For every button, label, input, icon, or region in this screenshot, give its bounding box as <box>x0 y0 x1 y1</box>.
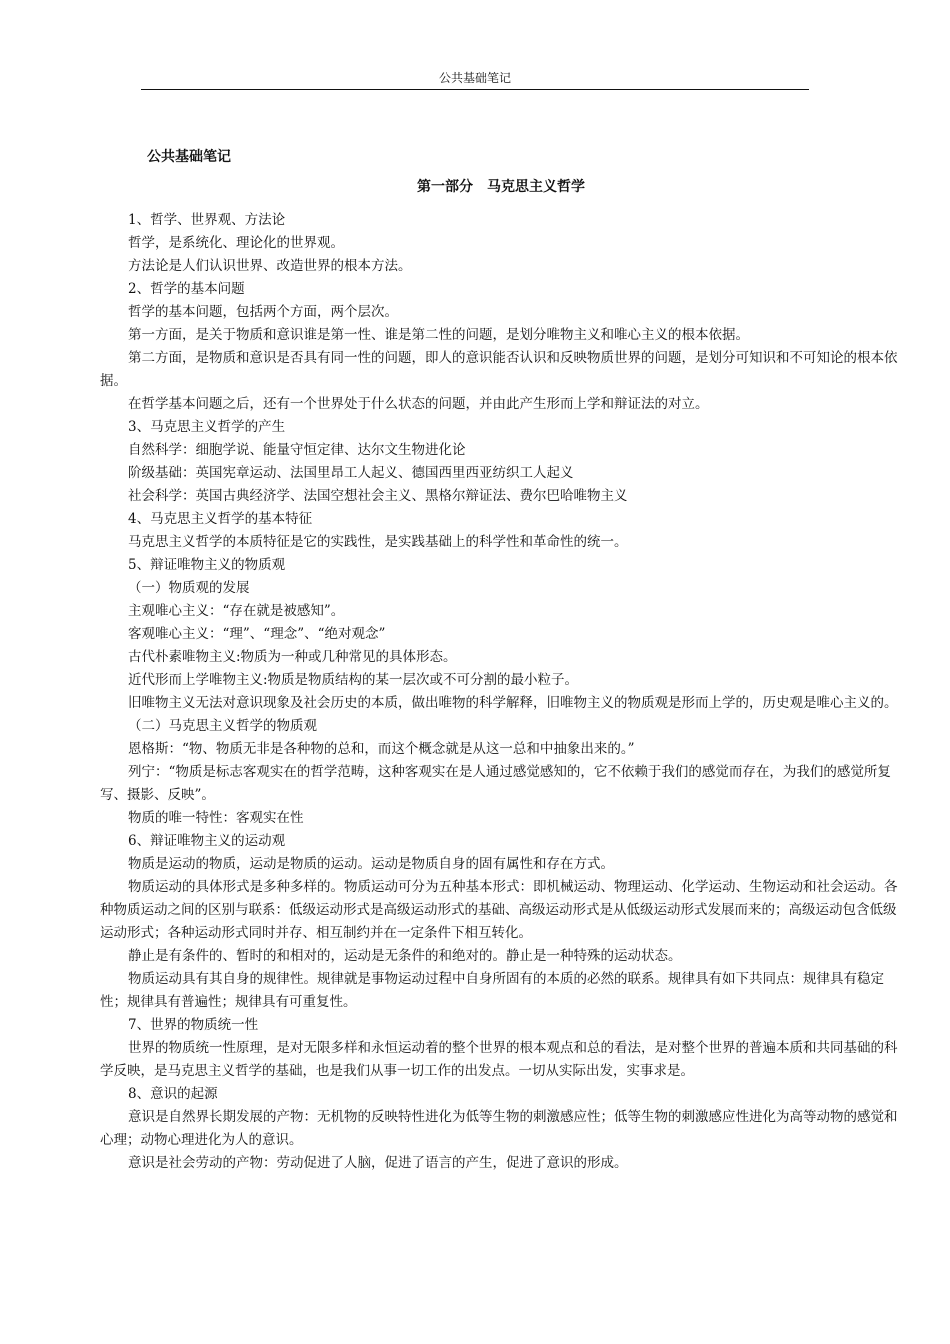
paragraph: 古代朴素唯物主义:物质为一种或几种常见的具体形态。 <box>128 649 457 665</box>
section-heading: 1、哲学、世界观、方法论 <box>128 212 286 228</box>
paragraph: 第一方面，是关于物质和意识谁是第一性、谁是第二性的问题，是划分唯物主义和唯心主义的根本依据。 <box>128 327 749 343</box>
paragraph: 旧唯物主义无法对意识现象及社会历史的本质，做出唯物的科学解释，旧唯物主义的物质观是形而上学的，历史观是唯心主义的。 <box>128 695 898 711</box>
paragraph: 列宁：“物质是标志客观实在的哲学范畴，这种客观实在是人通过感觉感知的，它不依赖于我们的感觉而存在，为我们的感觉所复写、摄影、反映”。 <box>100 764 891 803</box>
paragraph: 世界的物质统一性原理，是对无限多样和永恒运动着的整个世界的根本观点和总的看法，是对整个世界的普遍本质和共同基础的科学反映，是马克思主义哲学的基础，也是我们从事一切工作的出发点。一切从实际出发，实事求是。 <box>100 1040 898 1079</box>
subsection-heading: （二）马克思主义哲学的物质观 <box>128 718 317 734</box>
document-title: 公共基础笔记 <box>147 149 231 165</box>
paragraph: 自然科学：细胞学说、能量守恒定律、达尔文生物进化论 <box>128 442 466 458</box>
paragraph: 马克思主义哲学的本质特征是它的实践性，是实践基础上的科学性和革命性的统一。 <box>128 534 628 550</box>
paragraph: 第二方面，是物质和意识是否具有同一性的问题，即人的意识能否认识和反映物质世界的问题，是划分可知识和不可知论的根本依据。 <box>100 350 898 389</box>
paragraph: 物质运动的具体形式是多种多样的。物质运动可分为五种基本形式：即机械运动、物理运动、化学运动、生物运动和社会运动。各种物质运动之间的区别与联系：低级运动形式是高级运动形式的基础、高级运动形式是从低级运动形式发展而来的；高级运动包含低级运动形式；各种运动形式同时并存、相互制约并在一定条件下相互转化。 <box>100 879 898 941</box>
section-heading: 5、辩证唯物主义的物质观 <box>128 557 286 573</box>
paragraph: 阶级基础：英国宪章运动、法国里昂工人起义、德国西里西亚纺织工人起义 <box>128 465 574 481</box>
paragraph: 哲学，是系统化、理论化的世界观。 <box>128 235 344 251</box>
paragraph: 意识是社会劳动的产物：劳动促进了人脑，促进了语言的产生，促进了意识的形成。 <box>128 1155 628 1171</box>
section-heading: 3、马克思主义哲学的产生 <box>128 419 286 435</box>
paragraph: 静止是有条件的、暂时的和相对的，运动是无条件的和绝对的。静止是一种特殊的运动状态。 <box>128 948 682 964</box>
paragraph: 客观唯心主义：“理”、“理念”、“绝对观念” <box>128 626 386 642</box>
section-heading: 2、哲学的基本问题 <box>128 281 245 297</box>
paragraph: 社会科学：英国古典经济学、法国空想社会主义、黑格尔辩证法、费尔巴哈唯物主义 <box>128 488 628 504</box>
paragraph: 方法论是人们认识世界、改造世界的根本方法。 <box>128 258 412 274</box>
paragraph: 物质运动具有其自身的规律性。规律就是事物运动过程中自身所固有的本质的必然的联系。规律具有如下共同点：规律具有稳定性；规律具有普遍性；规律具有可重复性。 <box>100 971 884 1010</box>
body-text <box>100 209 908 1175</box>
section-heading: 6、辩证唯物主义的运动观 <box>128 833 286 849</box>
paragraph: 物质的唯一特性：客观实在性 <box>128 810 304 826</box>
paragraph: 主观唯心主义：“存在就是被感知”。 <box>128 603 345 619</box>
part-heading: 第一部分 马克思主义哲学 <box>417 179 585 195</box>
section-heading: 4、马克思主义哲学的基本特征 <box>128 511 313 527</box>
paragraph: 恩格斯：“物、物质无非是各种物的总和，而这个概念就是从这一总和中抽象出来的。” <box>128 741 635 757</box>
section-heading: 7、世界的物质统一性 <box>128 1017 259 1033</box>
paragraph: 近代形而上学唯物主义:物质是物质结构的某一层次或不可分割的最小粒子。 <box>128 672 579 688</box>
running-header: 公共基础笔记 <box>438 71 511 85</box>
section-heading: 8、意识的起源 <box>128 1086 218 1102</box>
paragraph: 意识是自然界长期发展的产物：无机物的反映特性进化为低等生物的刺激感应性；低等生物的刺激感应性进化为高等动物的感觉和心理；动物心理进化为人的意识。 <box>100 1109 898 1148</box>
header-divider <box>141 89 809 90</box>
paragraph: 在哲学基本问题之后，还有一个世界处于什么状态的问题，并由此产生形而上学和辩证法的对立。 <box>128 396 709 412</box>
paragraph: 哲学的基本问题，包括两个方面，两个层次。 <box>128 304 398 320</box>
paragraph: 物质是运动的物质，运动是物质的运动。运动是物质自身的固有属性和存在方式。 <box>128 856 614 872</box>
subsection-heading: （一）物质观的发展 <box>128 580 250 596</box>
